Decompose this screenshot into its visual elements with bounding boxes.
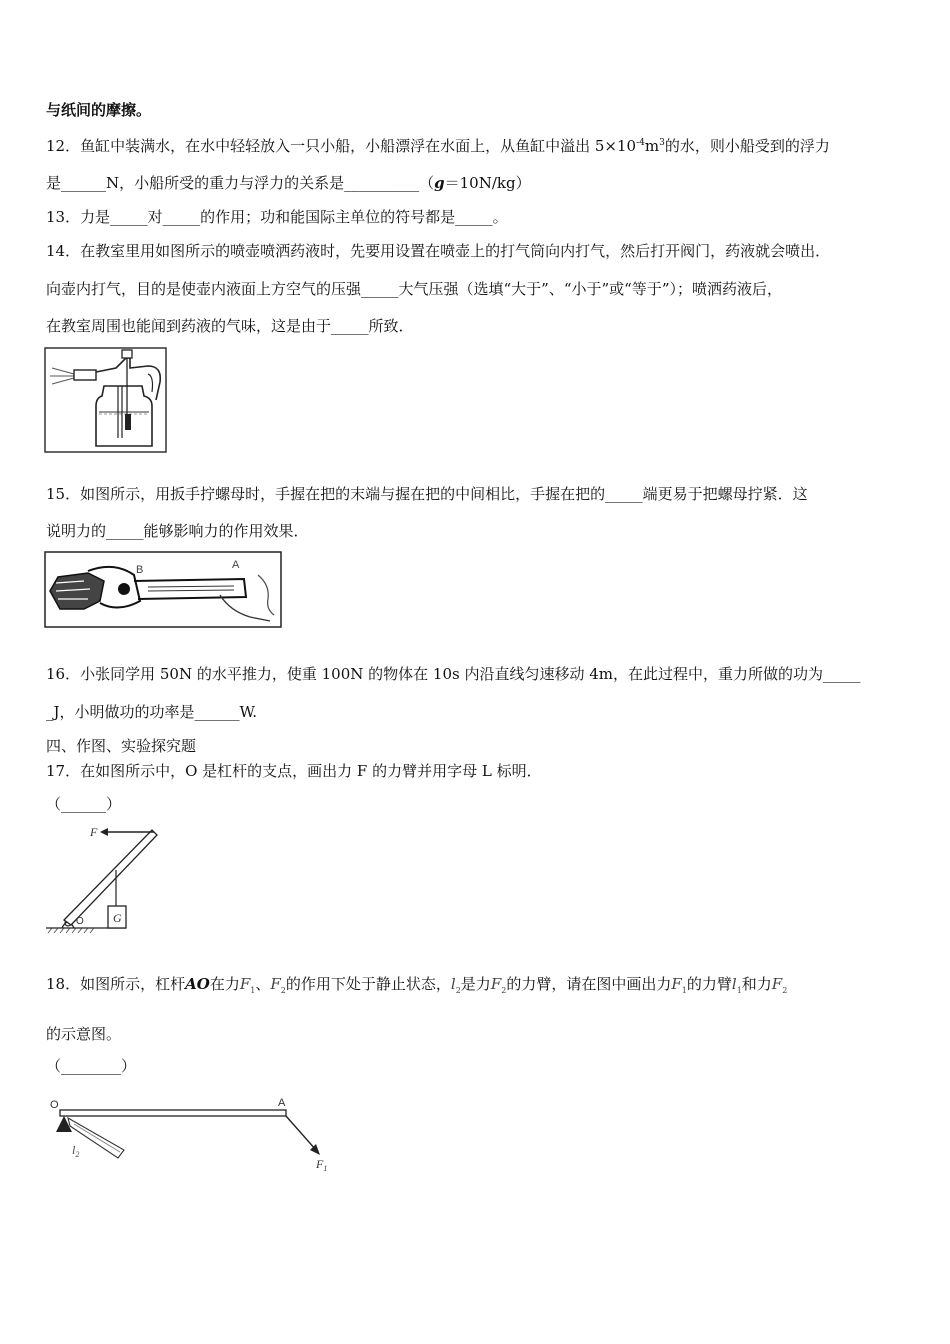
question-18-line1: 18．如图所示，杠杆AO在力$F_1$、$F_2$的作用下处于静止状态，$l_2$是力$F_2$的力臂，请在图中画出力$F_1$的力臂$l_1$和力$F_2$ <box>46 975 788 995</box>
question-16-line2: _J，小明做功的功率是______W. <box>46 703 258 721</box>
question-17: 17．在如图所示中，O 是杠杆的支点，画出力 F 的力臂并用字母 L 标明． <box>46 762 542 780</box>
text-line: 与纸间的摩擦。 <box>46 101 152 119</box>
force-label-f: F <box>90 825 98 839</box>
wrench-label-a: A <box>232 559 240 571</box>
question-15-line2: 说明力的_____能够影响力的作用效果． <box>46 522 309 540</box>
lever-18-figure <box>44 1092 344 1172</box>
answer-blank-17[interactable]: （______） <box>46 795 122 813</box>
question-15-line1: 15．如图所示，用扳手拧螺母时，手握在把的末端与握在把的中间相比，手握在把的_____端更易于把螺母拧紧．这 <box>46 485 808 503</box>
lever18-label-a: A <box>278 1097 286 1109</box>
question-16-line1: 16．小张同学用 50N 的水平推力，使重 100N 的物体在 10s 内沿直线匀速移动 4m，在此过程中，重力所做的功为_____ <box>46 665 861 683</box>
question-14-line3: 在教室周围也能闻到药液的气味，这是由于_____所致． <box>46 317 414 335</box>
wrench-figure <box>44 551 282 628</box>
question-14-line1: 14．在教室里用如图所示的喷壶喷洒药液时，先要用设置在喷壶上的打气筒向内打气，然后打开阀门，药液就会喷出． <box>46 242 831 260</box>
question-14-line2: 向壶内打气，目的是使壶内液面上方空气的压强_____大气压强（选填“大于”、“小于”或“等于”）；喷洒药液后， <box>46 280 783 298</box>
question-12-line2: 是______N，小船所受的重力与浮力的关系是__________（g＝10N/kg） <box>46 174 531 192</box>
question-18-line2: 的示意图。 <box>46 1025 122 1043</box>
section-heading: 四、作图、实验探究题 <box>46 737 197 755</box>
sprayer-figure <box>44 346 168 454</box>
lever18-label-l2: $l_2$ <box>72 1143 80 1159</box>
answer-blank-18[interactable]: （________） <box>46 1057 137 1075</box>
weight-label-g: G <box>113 911 122 925</box>
question-13: 13．力是_____对_____的作用；功和能国际主单位的符号都是_____。 <box>46 208 508 226</box>
lever18-label-o: O <box>50 1099 59 1111</box>
lever-17-figure <box>44 824 160 936</box>
question-12-line1: 12．鱼缸中装满水，在水中轻轻放入一只小船，小船漂浮在水面上，从鱼缸中溢出 $5\times 10^{-4}m^3$的水，则小船受到的浮力 <box>46 137 830 155</box>
pivot-label-o: O <box>76 916 84 927</box>
wrench-label-b: B <box>136 564 144 576</box>
lever18-label-f1: $F_1$ <box>316 1157 328 1172</box>
